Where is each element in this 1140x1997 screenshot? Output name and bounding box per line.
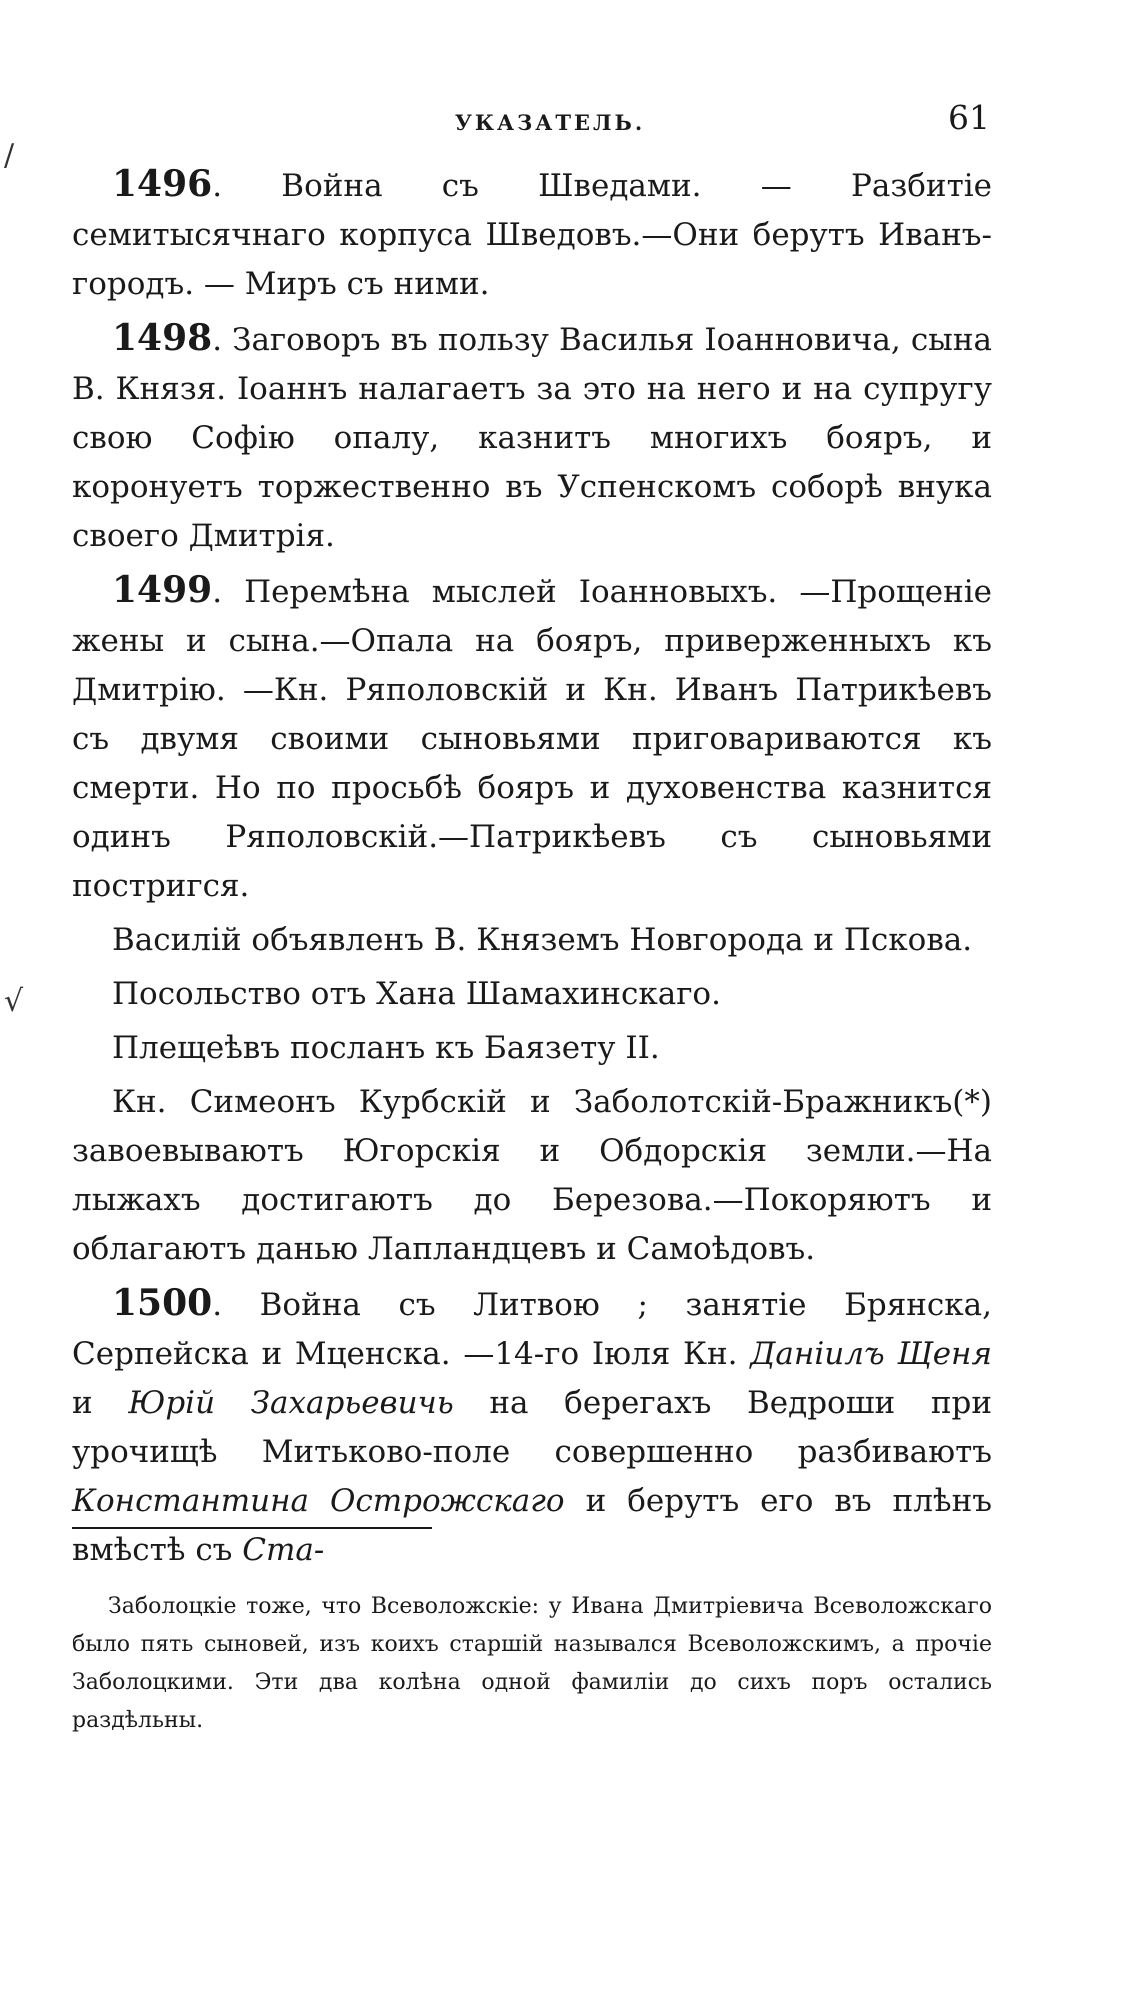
margin-slash-mark: / (4, 138, 15, 173)
entry-year: 1500 (112, 1282, 213, 1324)
note-embassy: Посольство отъ Хана Шамахинскаго. (112, 976, 721, 1012)
entry-1496 (72, 160, 992, 309)
margin-check-mark: √ (4, 984, 24, 1019)
entry-year: 1499 (112, 569, 213, 611)
entry-text-part: и берутъ его въ плѣнъ вмѣстѣ съ (72, 1483, 992, 1568)
person-name: Константина Острожскаго (72, 1483, 565, 1519)
page-header (110, 96, 990, 146)
entry-1498 (72, 314, 992, 561)
note-pleshcheev: Плещеѣвъ посланъ къ Баязету II. (112, 1030, 660, 1066)
footnote-divider (72, 1527, 432, 1529)
entry-text-part: и (72, 1385, 129, 1421)
person-name: Даніилъ Щеня (750, 1336, 992, 1372)
person-name: Ста- (242, 1532, 325, 1568)
running-title: УКАЗАТЕЛЬ. (454, 110, 646, 135)
note-vasily: Василій объявленъ В. Княземъ Новгорода и Пскова. (112, 922, 973, 958)
entry-year: 1498 (112, 317, 213, 359)
entry-1499 (72, 566, 992, 911)
note-kurbsky: Кн. Симеонъ Курбскій и Заболотскій-Бражникъ(*) завоевываютъ Югорскія и Обдорскія земли.—На лыжахъ достигаютъ до Березова.—Покоряютъ и облагаютъ данью Лапландцевъ и Самоѣдовъ. (72, 1084, 992, 1267)
entry-text: . Война съ Шведами. — Разбитіе семитысячнаго корпуса Шведовъ.—Они берутъ Иванъ-городъ. — Миръ съ ними. (72, 168, 992, 302)
entry-text-part: . Война съ Литвою ; занятіе Брянска, Серпейска и Мценска. —14-го Іюля Кн. (72, 1287, 992, 1372)
main-text (72, 160, 992, 1580)
page-number: 61 (948, 98, 990, 137)
footnote: Заболоцкіе тоже, что Всеволожскіе: у Ивана Дмитріевича Всеволожскаго было пять сыновей, изъ коихъ старшій назывался Всеволожскимъ, а прочіе Заболоцкими. Эти два колѣна одной фамиліи до сихъ поръ остались раздѣльны. (72, 1594, 992, 1733)
entry-text: . Перемѣна мыслей Іоанновыхъ. —Прощеніе жены и сына.—Опала на бояръ, приверженныхъ къ Дмитрію. —Кн. Ряполовскій и Кн. Иванъ Патрикѣевъ съ двумя своими сыновьями приговариваются къ смерти. Но по просьбѣ бояръ и духовенства казнится одинъ Ряполовскій.—Патрикѣевъ съ сыновьями постригся. (72, 574, 992, 904)
entry-text-part: на берегахъ Ведроши при урочищѣ Митьково-поле совершенно разбиваютъ (72, 1385, 993, 1470)
entry-text: . Заговоръ въ пользу Василья Іоанновича, сына В. Князя. Іоаннъ налагаетъ за это на него и на супругу свою Софію опалу, казнитъ многихъ бояръ, и коронуетъ торжественно въ Успенскомъ соборѣ внука своего Дмитрія. (72, 322, 992, 554)
entry-year: 1496 (112, 163, 213, 205)
person-name: Юрій Захарьевичь (128, 1385, 454, 1421)
entry-1500 (72, 1279, 992, 1575)
